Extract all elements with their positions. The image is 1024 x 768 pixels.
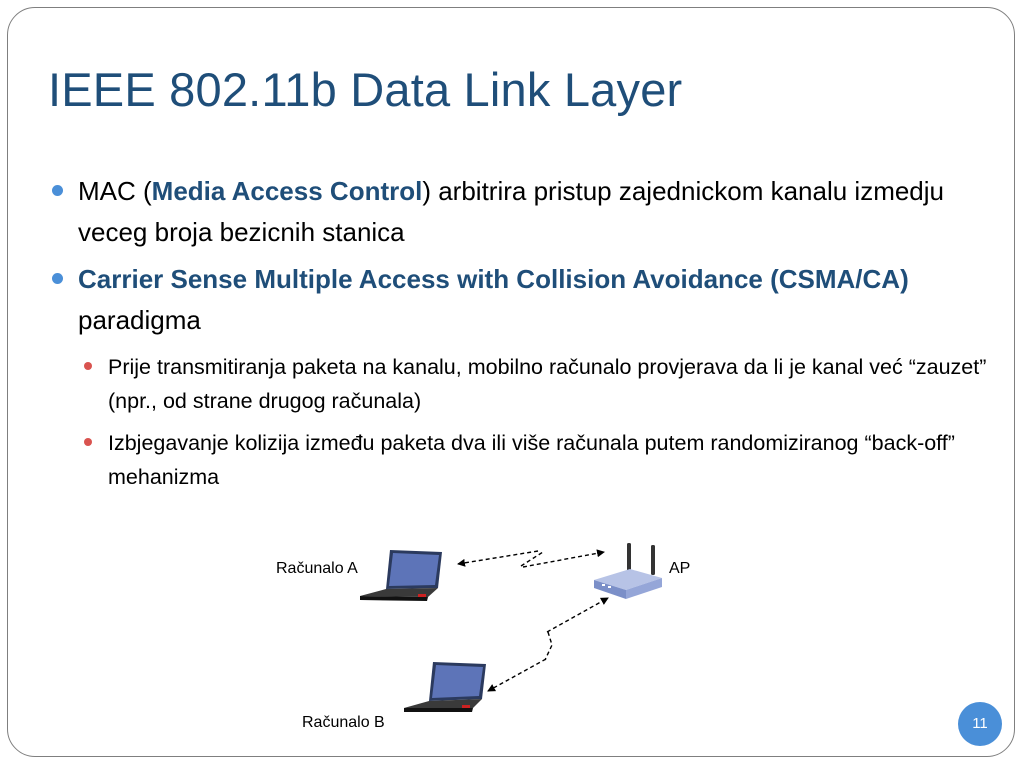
wireless-link-a-ap	[458, 551, 604, 567]
bullet-text-part: MAC (	[78, 176, 152, 206]
sub-bullet-text: Izbjegavanje kolizija između paketa dva ili više računala putem randomiziranog “back-off” mehanizma	[108, 431, 955, 489]
sub-bullet-text: Prije transmitiranja paketa na kanalu, mobilno računalo provjerava da li je kanal već “zauzet” (npr., od strane drugog računala)	[108, 355, 987, 413]
label-computer-b: Računalo B	[302, 714, 385, 731]
label-access-point: AP	[669, 560, 691, 577]
laptop-b-icon	[404, 662, 486, 712]
laptop-a-icon	[360, 550, 442, 601]
wireless-link-b-ap	[488, 598, 608, 691]
label-computer-a: Računalo A	[276, 560, 358, 577]
bullet-highlight: Media Access Control	[151, 176, 423, 206]
access-point-icon	[594, 543, 662, 599]
page-number-badge: 11	[958, 702, 1002, 746]
bullet-highlight: Carrier Sense Multiple Access with Collision Avoidance (CSMA/CA)	[78, 264, 909, 294]
slide-title: IEEE 802.11b Data Link Layer	[48, 63, 683, 116]
bullet-text-part: ) arbitrira pristup zajednickom kanalu izmedju veceg broja bezicnih stanica	[78, 176, 945, 247]
bullet-text-part: paradigma	[78, 305, 201, 335]
